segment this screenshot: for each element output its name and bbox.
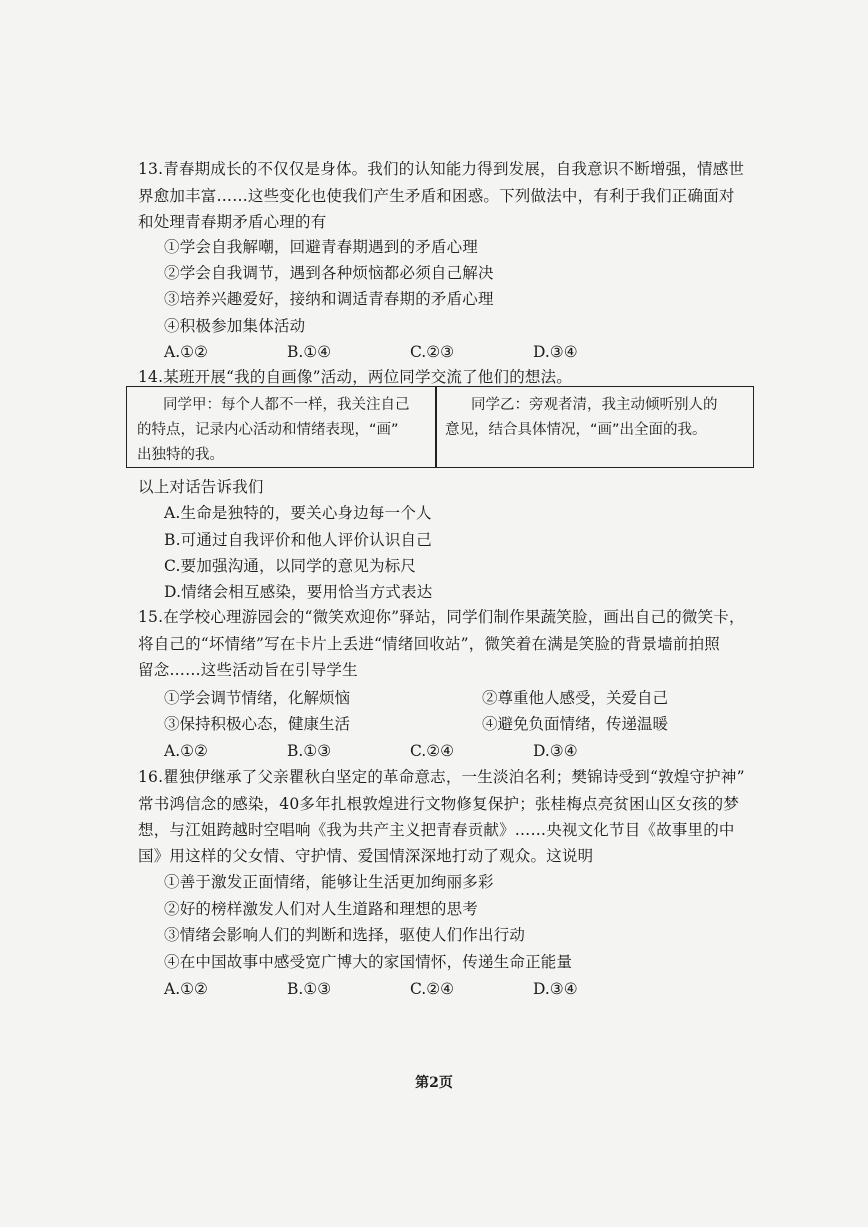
q15-stem-line-1: 15.在学校心理游园会的“微笑欢迎你”驿站，同学们制作果蔬笑脸，画出自己的微笑卡， <box>138 608 745 626</box>
q16-stem-line-2: 常书鸿信念的感染，40多年扎根敦煌进行文物修复保护；张桂梅点亮贫困山区女孩的梦 <box>138 795 740 813</box>
q15-item-4: ④避免负面情绪，传递温暖 <box>482 715 669 733</box>
q14-student-a-line-3: 出独特的我。 <box>137 447 224 463</box>
q13-choice-b[interactable]: B.①④ <box>287 343 332 361</box>
q13-stem-line-2: 界愈加丰富……这些变化也使我们产生矛盾和困惑。下列做法中，有利于我们正确面对 <box>138 187 735 205</box>
q16-choice-c[interactable]: C.②④ <box>410 980 455 998</box>
q15-choice-a[interactable]: A.①② <box>164 742 208 760</box>
q16-choice-b[interactable]: B.①③ <box>287 980 332 998</box>
q13-item-1: ①学会自我解嘲，回避青春期遇到的矛盾心理 <box>164 238 479 256</box>
q16-item-4: ④在中国故事中感受宽广博大的家国情怀，传递生命正能量 <box>164 953 573 971</box>
page-number: 第2页 <box>415 1075 453 1091</box>
q14-option-d[interactable]: D.情绪会相互感染，要用恰当方式表达 <box>164 583 433 601</box>
q14-option-a[interactable]: A.生命是独特的，要关心身边每一个人 <box>164 504 432 522</box>
q15-item-3: ③保持积极心态，健康生活 <box>164 715 351 733</box>
q15-stem-line-3: 留念……这些活动旨在引导学生 <box>138 661 358 679</box>
q15-stem-line-2: 将自己的“坏情绪”写在卡片上丢进“情绪回收站”，微笑着在满是笑脸的背景墙前拍照 <box>138 635 720 653</box>
q15-choice-d[interactable]: D.③④ <box>533 742 578 760</box>
q14-option-c[interactable]: C.要加强沟通，以同学的意见为标尺 <box>164 557 417 575</box>
q14-box-divider <box>435 387 437 467</box>
q15-choice-b[interactable]: B.①③ <box>287 742 332 760</box>
q14-student-a <box>137 393 410 468</box>
q14-stem: 14.某班开展“我的自画像”活动，两位同学交流了他们的想法。 <box>138 368 573 386</box>
q16-stem-line-4: 国》用这样的父女情、守护情、爱国情深深地打动了观众。这说明 <box>138 847 594 865</box>
q16-item-2: ②好的榜样激发人们对人生道路和理想的思考 <box>164 900 479 918</box>
q14-dialogue-box <box>126 386 754 468</box>
q13-item-4: ④积极参加集体活动 <box>164 317 306 335</box>
q14-option-b[interactable]: B.可通过自我评价和他人评价认识自己 <box>164 531 432 549</box>
q13-item-3: ③培养兴趣爱好，接纳和调适青春期的矛盾心理 <box>164 290 494 308</box>
q13-choice-c[interactable]: C.②③ <box>410 343 455 361</box>
q15-choice-c[interactable]: C.②④ <box>410 742 455 760</box>
q13-stem-line-1: 13.青春期成长的不仅仅是身体。我们的认知能力得到发展，自我意识不断增强，情感世 <box>138 160 745 178</box>
q14-lead: 以上对话告诉我们 <box>138 478 264 496</box>
q14-student-b-line-1: 同学乙：旁观者清，我主动倾听别人的 <box>471 397 718 413</box>
q16-choice-d[interactable]: D.③④ <box>533 980 578 998</box>
q16-choice-a[interactable]: A.①② <box>164 980 208 998</box>
q15-item-1: ①学会调节情绪，化解烦恼 <box>164 689 351 707</box>
q13-choice-d[interactable]: D.③④ <box>533 343 578 361</box>
q16-stem-line-3: 想，与江姐跨越时空唱响《我为共产主义把青春贡献》……央视文化节目《故事里的中 <box>138 821 735 839</box>
q16-item-1: ①善于激发正面情绪，能够让生活更加绚丽多彩 <box>164 873 494 891</box>
q14-student-a-line-2: 的特点，记录内心活动和情绪表现，“画” <box>137 422 399 438</box>
q16-stem-line-1: 16.瞿独伊继承了父亲瞿秋白坚定的革命意志，一生淡泊名利；樊锦诗受到“敦煌守护神” <box>138 768 745 786</box>
q14-student-b <box>445 393 718 443</box>
q14-student-a-line-1: 同学甲：每个人都不一样，我关注自己 <box>163 397 410 413</box>
q16-item-3: ③情绪会影响人们的判断和选择，驱使人们作出行动 <box>164 926 526 944</box>
q14-student-b-line-2: 意见，结合具体情况，“画”出全面的我。 <box>445 422 707 438</box>
q13-choice-a[interactable]: A.①② <box>164 343 208 361</box>
q13-stem-line-3: 和处理青春期矛盾心理的有 <box>138 213 327 231</box>
q15-item-2: ②尊重他人感受，关爱自己 <box>482 689 669 707</box>
q13-item-2: ②学会自我调节，遇到各种烦恼都必须自己解决 <box>164 264 494 282</box>
